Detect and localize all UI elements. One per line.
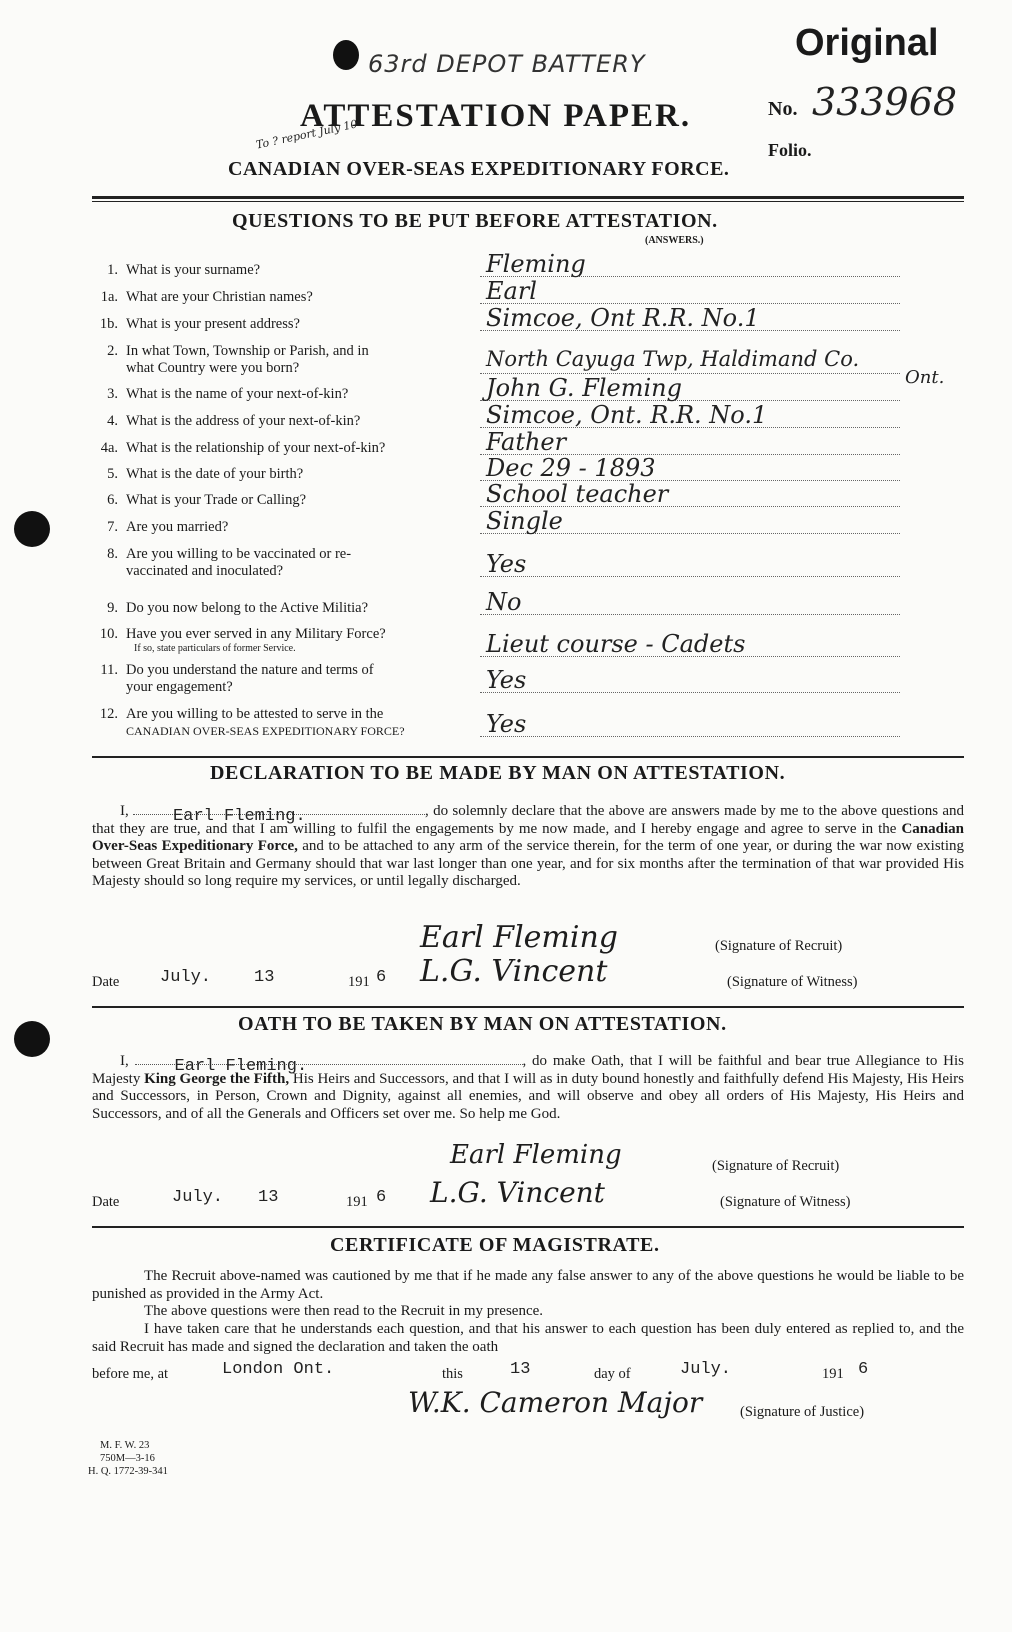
declaration-year-prefix: 191 (348, 974, 370, 990)
certificate-year-suffix: 6 (858, 1360, 869, 1379)
question-text-line-2: If so, state particulars of former Service. (134, 643, 296, 654)
declaration-text (92, 803, 964, 891)
answer-value: North Cayuga Twp, Haldimand Co. (486, 347, 860, 371)
answer-value: John G. Fleming (486, 374, 682, 402)
declaration-date-day: 13 (254, 968, 275, 987)
answer-line (480, 736, 900, 737)
question-text: Have you ever served in any Military Force? (126, 626, 386, 642)
footer-line-2: 750M—3-16 (100, 1453, 155, 1464)
rule-after-questions (92, 756, 964, 758)
certificate-para-1: The Recruit above-named was cautioned by me that if he made any false answer to any of the above questions he would be liable to be punished as provided in the Army Act. (92, 1268, 964, 1302)
oath-year-suffix: 6 (376, 1188, 387, 1207)
depot-stamp: 63rd DEPOT BATTERY (368, 50, 646, 78)
answer-value: Fleming (486, 250, 586, 278)
answer-value: Earl (486, 277, 537, 305)
question-number: 7. (107, 519, 118, 535)
question-number: 4a. (100, 440, 118, 456)
certificate-before-label: before me, at (92, 1366, 169, 1382)
answer-value-line-2: Ont. (905, 367, 945, 388)
question-number: 2. (107, 343, 118, 359)
question-text: What are your Christian names? (126, 289, 313, 305)
oath-heading: OATH TO BE TAKEN BY MAN ON ATTESTATION. (238, 1013, 727, 1035)
declaration-force: Canadian Over-Seas Expeditionary Force, (92, 820, 964, 855)
certificate-para-2: The above questions were then read to the Recruit in my presence. (144, 1303, 544, 1319)
stamp-blot (333, 40, 359, 70)
punch-hole-bottom (14, 1021, 50, 1057)
question-text: What is your present address? (126, 316, 300, 332)
answer-value: Simcoe, Ont R.R. No.1 (486, 304, 760, 332)
rule-top-thin (92, 201, 964, 202)
question-text: What is your Trade or Calling? (126, 492, 307, 508)
oath-witness-label: (Signature of Witness) (720, 1194, 851, 1210)
answer-value: Single (486, 507, 563, 535)
question-text: Do you understand the nature and terms of (126, 662, 374, 678)
original-label: Original (795, 22, 939, 64)
answer-line (480, 576, 900, 577)
certificate-this-label: this (442, 1366, 463, 1382)
question-text: What is the name of your next-of-kin? (126, 386, 349, 402)
question-text: Do you now belong to the Active Militia? (126, 600, 369, 616)
oath-text (92, 1053, 964, 1123)
declaration-recruit-signature: Earl Fleming (420, 920, 618, 955)
oath-text-2: bear true Allegiance to His Majesty (92, 1053, 965, 1087)
question-number: 1b. (99, 316, 118, 332)
justice-signature: W.K. Cameron Major (408, 1386, 703, 1419)
declaration-recruit-label: (Signature of Recruit) (715, 938, 843, 954)
oath-text-1: , do make Oath, that I will be faithful and (522, 1053, 790, 1069)
oath-i: I, (120, 1053, 129, 1069)
rule-after-oath (92, 1226, 964, 1228)
question-number: 10. (99, 626, 118, 642)
declaration-heading: DECLARATION TO BE MADE BY MAN ON ATTESTATION. (210, 762, 786, 784)
oath-year-prefix: 191 (346, 1194, 368, 1210)
certificate-para-3: I have taken care that he understands each question, and that his answer to each question has been duly entered as replied to, and the said Recruit has made and signed the declaration and taken the oath (92, 1321, 964, 1355)
answer-value: Dec 29 - 1893 (486, 454, 656, 482)
rule-top (92, 196, 964, 199)
declaration-text-3: and to be attached to any arm of the service therein, for the term of one year, or during the war now existing between Great Britain and Germany should that war last longer than one year, and for six months after the termination of that war provided His Majesty should so long require my services, or until legally discharged. (92, 838, 965, 890)
oath-name: Earl Fleming. (174, 1057, 308, 1076)
declaration-name-field (133, 807, 425, 826)
oath-recruit-label: (Signature of Recruit) (712, 1158, 840, 1174)
oath-king: King George the Fifth, (144, 1070, 290, 1087)
oath-recruit-signature: Earl Fleming (450, 1140, 622, 1170)
question-text-line-2: what Country were you born? (126, 360, 300, 376)
oath-witness-signature: L.G. Vincent (430, 1176, 605, 1209)
certificate-day: 13 (510, 1360, 531, 1379)
question-text: What is the relationship of your next-of-kin? (126, 440, 386, 456)
answer-value: Lieut course - Cadets (486, 630, 746, 658)
question-text: What is the address of your next-of-kin? (126, 413, 361, 429)
oath-name-field (135, 1057, 523, 1076)
page-subtitle: CANADIAN OVER-SEAS EXPEDITIONARY FORCE. (228, 158, 730, 180)
question-text: Are you willing to be vaccinated or re- (126, 546, 352, 562)
question-text-line-2: vaccinated and inoculated? (126, 563, 284, 579)
declaration-name: Earl Fleming. (173, 807, 306, 826)
certificate-month: July. (680, 1360, 732, 1379)
question-text: What is the date of your birth? (126, 466, 304, 482)
answer-line (480, 692, 900, 693)
question-text: What is your surname? (126, 262, 261, 278)
oath-date-month: July. (172, 1188, 224, 1207)
certificate-place: London Ont. (222, 1360, 335, 1379)
answer-value: Yes (486, 710, 527, 738)
oath-text-3: His Heirs and Successors, and that I will as in duty bound honestly and faithfully defend His Majesty, His Heirs and Successors, in Person, Crown and Dignity, against all enemies, and will observe and obey all orders of His Majesty, His Heirs and Successors, and of all the Generals and Officers set over me. So help me God. (92, 1070, 964, 1122)
justice-label: (Signature of Justice) (740, 1404, 865, 1420)
question-text-line-2: CANADIAN OVER-SEAS EXPEDITIONARY FORCE? (126, 724, 405, 738)
question-number: 12. (99, 706, 118, 722)
question-number: 9. (107, 600, 118, 616)
question-text: Are you married? (126, 519, 229, 535)
answer-value: School teacher (486, 480, 669, 508)
number-label: No. (768, 98, 798, 120)
rule-after-declaration (92, 1006, 964, 1008)
question-text: Are you willing to be attested to serve in the (126, 706, 384, 722)
answers-label: (ANSWERS.) (645, 235, 704, 246)
certificate-year-prefix: 191 (822, 1366, 844, 1382)
question-text-line-2: your engagement? (126, 679, 233, 695)
answer-line (480, 614, 900, 615)
question-number: 4. (107, 413, 118, 429)
oath-date-day: 13 (258, 1188, 279, 1207)
declaration-year-suffix: 6 (376, 968, 387, 987)
number-value: 333968 (812, 80, 958, 124)
answer-value: Yes (486, 550, 527, 578)
answer-value: Simcoe, Ont. R.R. No.1 (486, 401, 768, 429)
oath-date-label: Date (92, 1194, 120, 1210)
question-number: 1a. (100, 289, 118, 305)
answer-value: No (486, 588, 522, 616)
declaration-date-month: July. (160, 968, 212, 987)
punch-hole-top (14, 511, 50, 547)
question-number: 6. (107, 492, 118, 508)
declaration-i: I, (120, 803, 129, 819)
declaration-date-label: Date (92, 974, 120, 990)
question-number: 5. (107, 466, 118, 482)
page-title: ATTESTATION PAPER. (300, 98, 692, 134)
declaration-witness-signature: L.G. Vincent (420, 954, 608, 989)
answer-value: Father (486, 428, 567, 456)
question-number: 1. (107, 262, 118, 278)
question-number: 11. (100, 662, 118, 678)
question-number: 3. (107, 386, 118, 402)
answer-value: Yes (486, 666, 527, 694)
declaration-text-1: , do solemnly declare that the above are answers (425, 803, 720, 819)
footer-line-3: H. Q. 1772-39-341 (88, 1466, 168, 1477)
question-text: In what Town, Township or Parish, and in (126, 343, 369, 359)
folio-label: Folio. (768, 140, 812, 160)
margin-note: To ? report July 10 (254, 117, 359, 152)
declaration-witness-label: (Signature of Witness) (727, 974, 858, 990)
footer-line-1: M. F. W. 23 (100, 1440, 150, 1451)
question-number: 8. (107, 546, 118, 562)
certificate-heading: CERTIFICATE OF MAGISTRATE. (330, 1234, 660, 1256)
questions-heading: QUESTIONS TO BE PUT BEFORE ATTESTATION. (232, 210, 718, 232)
declaration-text-2: made by me to the above questions and that they are true, and that I am willing to fulfil the engagements by me now made, and I hereby engage and agree to serve in the (92, 803, 964, 837)
certificate-day-of-label: day of (594, 1366, 631, 1382)
